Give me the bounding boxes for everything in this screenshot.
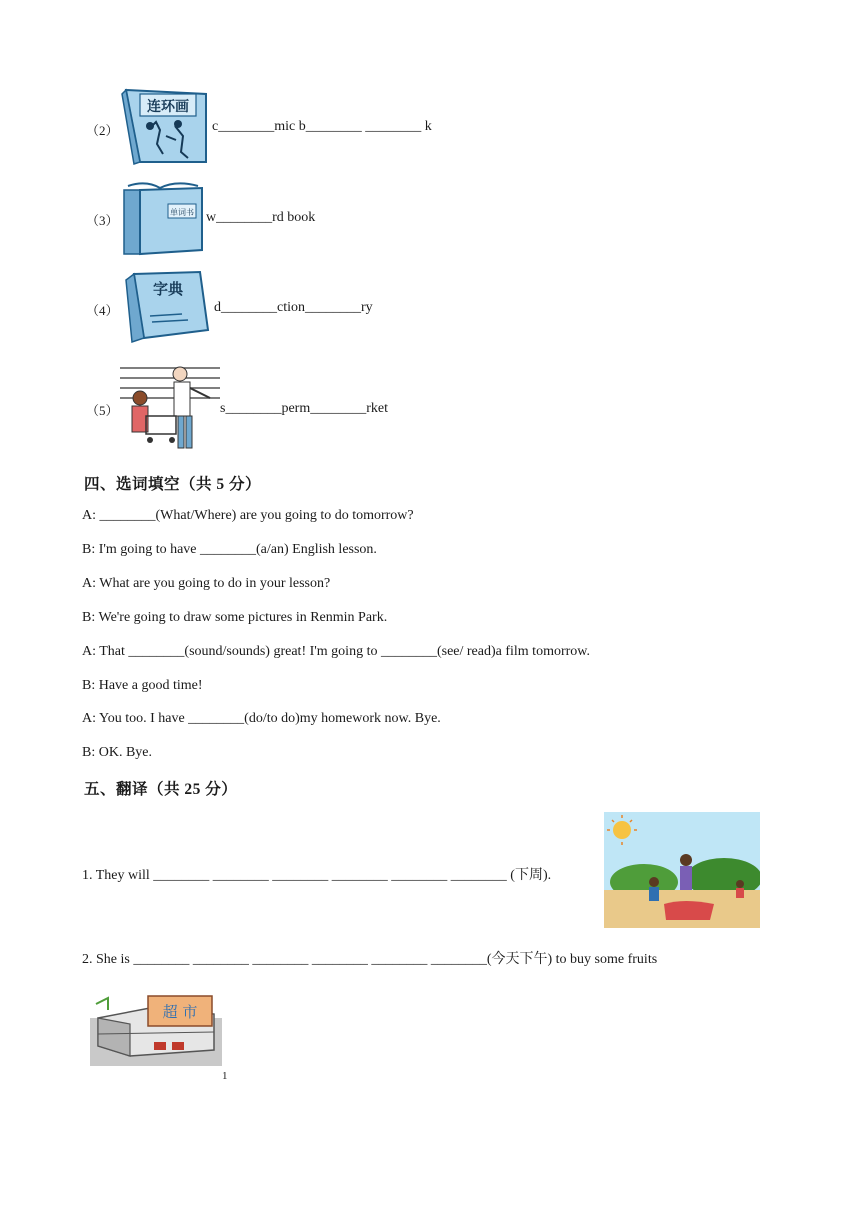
section-heading: 四、选词填空（共 5 分） xyxy=(84,476,262,493)
translation-question-2: 2. She is ________ ________ ________ ________ ________ ________(今天下午) to buy some fruits xyxy=(82,952,658,967)
dictionary-title: 字典 xyxy=(152,280,184,298)
supermarket-shopping-picture xyxy=(118,362,222,452)
item-number: （3） xyxy=(86,213,119,228)
dialogue-line: B: I'm going to have ________(a/an) English lesson. xyxy=(82,542,377,557)
section-heading: 五、翻译（共 25 分） xyxy=(84,781,238,798)
spelling-line: s________perm________rket xyxy=(220,401,388,416)
dialogue-line: A: ________(What/Where) are you going to do tomorrow? xyxy=(82,508,414,523)
supermarket-picture xyxy=(90,988,222,1070)
item-number: （2） xyxy=(86,123,119,138)
dictionary-picture xyxy=(124,270,212,344)
dialogue-line: A: You too. I have ________(do/to do)my homework now. Bye. xyxy=(82,711,441,726)
dialogue-line: A: That ________(sound/sounds) great! I'm going to ________(see/ read)a film tomorrow. xyxy=(82,644,590,659)
word-book-picture xyxy=(120,178,206,258)
translation-question-1: 1. They will ________ ________ ________ ________ ________ ________ (下周). xyxy=(82,868,552,883)
dialogue-line: B: OK. Bye. xyxy=(82,745,152,760)
supermarket-sign-text: 超 市 xyxy=(162,1003,198,1021)
picnic-picture xyxy=(604,812,760,928)
comic-book-title: 连环画 xyxy=(147,99,189,115)
comic-book-picture xyxy=(120,86,212,166)
word-book-title: 单词书 xyxy=(170,208,194,217)
item-number: （5） xyxy=(86,403,119,418)
spelling-line: d________ction________ry xyxy=(214,300,373,315)
dialogue-line: B: We're going to draw some pictures in Renmin Park. xyxy=(82,610,388,625)
spelling-line: w________rd book xyxy=(206,210,316,225)
item-number: （4） xyxy=(86,303,119,318)
trailing-mark: 1 xyxy=(222,1070,228,1082)
dialogue-line: A: What are you going to do in your lesson? xyxy=(82,576,331,591)
spelling-line: c________mic b________ ________ k xyxy=(212,119,432,134)
dialogue-line: B: Have a good time! xyxy=(82,678,203,693)
